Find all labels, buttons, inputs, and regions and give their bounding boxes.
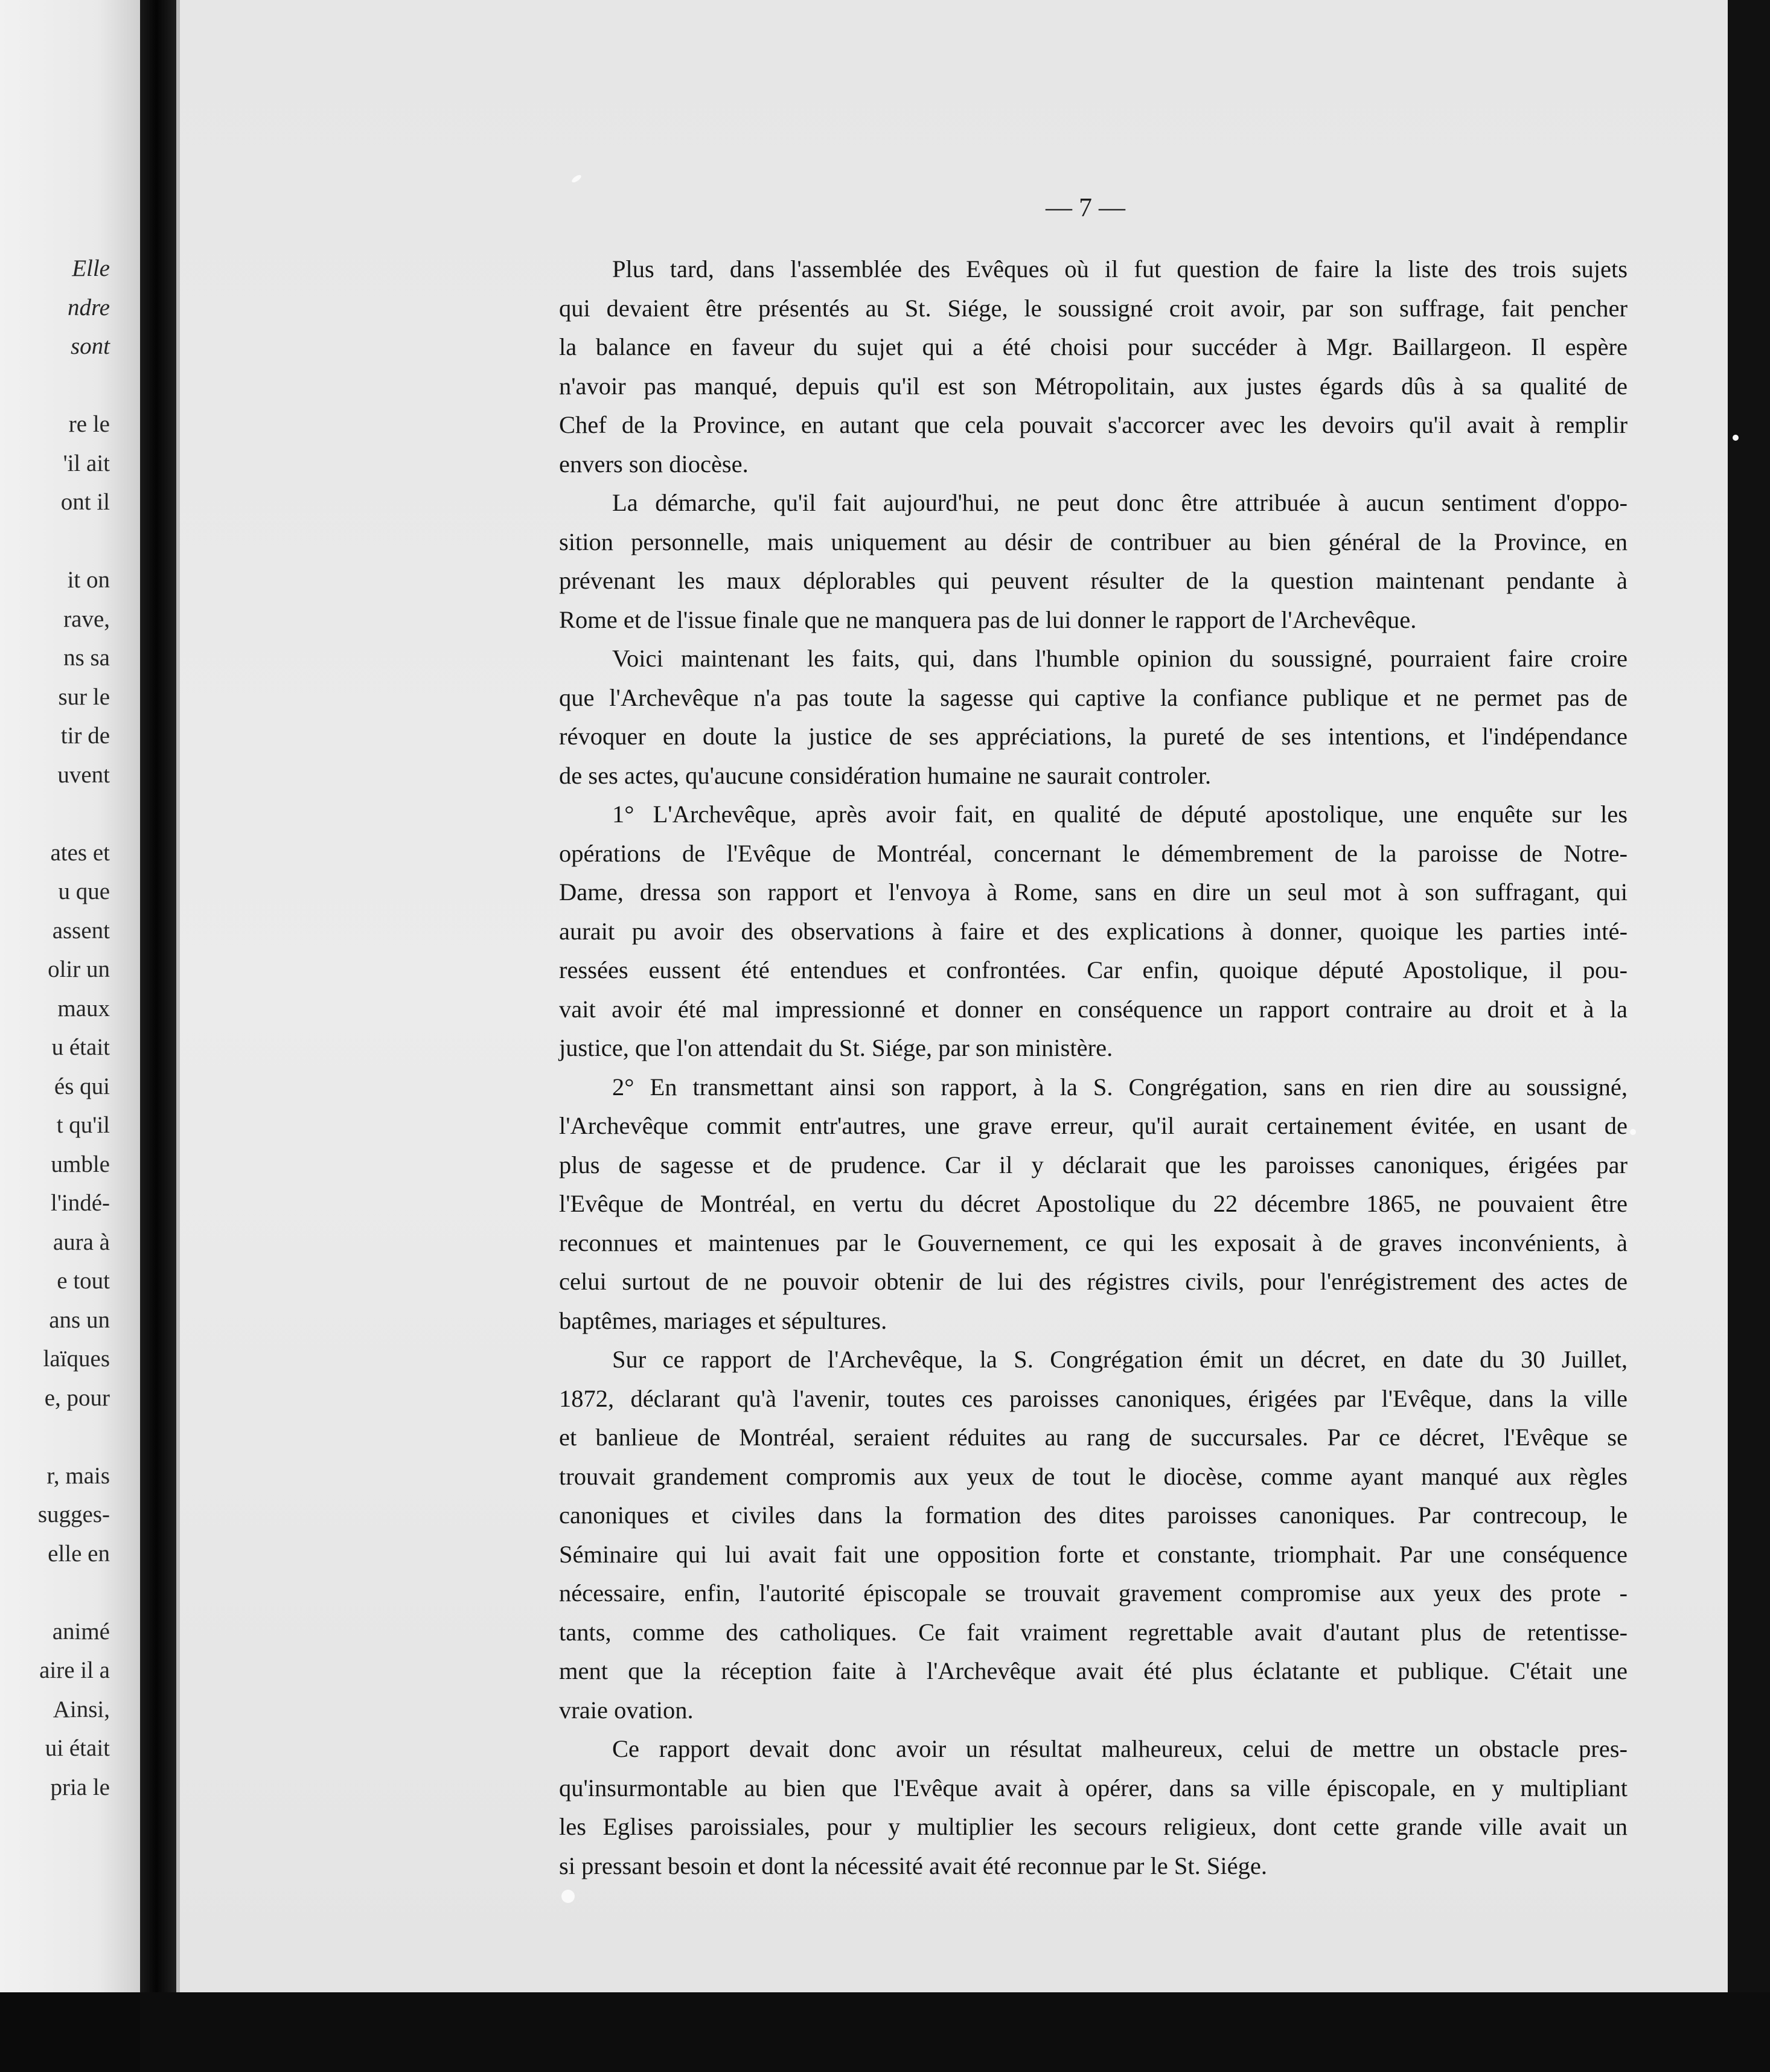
left-page-line: és qui (54, 1073, 110, 1099)
paragraph (559, 639, 1628, 795)
left-page-line: 'il ait (63, 450, 110, 476)
left-page-line: ont il (60, 489, 110, 515)
left-page-line: pria le (50, 1774, 110, 1800)
page-number: — 7 — (1046, 193, 1125, 222)
left-page-line: Elle (72, 255, 110, 281)
left-page-line: sugges- (37, 1501, 110, 1527)
left-page-line: u que (58, 878, 110, 904)
left-page-line: laïques (43, 1346, 110, 1372)
text-line: La démarche, qu'il fait aujourd'hui, ne peut donc être attribuée à aucun sentiment d'oppo- (612, 489, 1628, 516)
text-line: vait avoir été mal impressionné et donner en conséquence un rapport contraire au droit et à la (559, 995, 1628, 1023)
left-page-line: t qu'il (56, 1112, 110, 1138)
text-line: Chef de la Province, en autant que cela pouvait s'accorcer avec les devoirs qu'il avait à remplir (559, 411, 1628, 438)
text-line: plus de sagesse et de prudence. Car il y déclarait que les paroisses canoniques, érigées par (559, 1151, 1628, 1178)
paragraph (559, 1730, 1628, 1885)
text-line: ment que la réception faite à l'Archevêque avait été plus éclatante et publique. C'était une (559, 1657, 1628, 1684)
text-line: Ce rapport devait donc avoir un résultat malheureux, celui de mettre un obstacle pres- (612, 1735, 1628, 1762)
left-page-line: aire il a (39, 1657, 110, 1683)
left-page-line: assent (52, 917, 110, 944)
text-line: justice, que l'on attendait du St. Siége, par son ministère. (559, 1034, 1113, 1061)
text-line: aurait pu avoir des observations à faire et des explications à donner, quoique les parties inté- (559, 917, 1628, 945)
paragraph (559, 1068, 1628, 1341)
scan-border-right (1728, 0, 1770, 2072)
text-line: celui surtout de ne pouvoir obtenir de lui des régistres civils, pour l'enrégistrement des actes de (559, 1268, 1628, 1295)
text-line: prévenant les maux déplorables qui peuvent résulter de la question maintenant pendante à (559, 567, 1628, 594)
left-page-line: ndre (67, 294, 110, 321)
text-line: l'Archevêque commit entr'autres, une grave erreur, qu'il aurait certainement évitée, en usant de (559, 1112, 1628, 1139)
left-page-line: tir de (60, 723, 110, 749)
text-line: qu'insurmontable au bien que l'Evêque avait à opérer, dans sa ville épiscopale, en y multipliant (559, 1774, 1628, 1802)
left-page-line: uvent (57, 761, 110, 788)
text-line: et banlieue de Montréal, seraient réduites au rang de succursales. Par ce décret, l'Evêque se (559, 1424, 1628, 1451)
left-page-line: u était (51, 1034, 110, 1060)
left-page-line: olir un (48, 956, 110, 982)
paragraph (559, 484, 1628, 639)
left-page-line: sont (70, 333, 110, 359)
text-line: ressées eussent été entendues et confrontées. Car enfin, quoique député Apostolique, il pou- (559, 956, 1628, 983)
text-line: canoniques et civiles dans la formation des dites paroisses canoniques. Par contrecoup, le (559, 1501, 1628, 1529)
left-page-line: ns sa (63, 645, 110, 671)
text-line: Plus tard, dans l'assemblée des Evêques où il fut question de faire la liste des trois sujets (612, 255, 1628, 283)
text-line: Sur ce rapport de l'Archevêque, la S. Congrégation émit un décret, en date du 30 Juillet, (612, 1346, 1628, 1373)
text-line: 1° L'Archevêque, après avoir fait, en qualité de député apostolique, une enquête sur les (612, 801, 1628, 828)
text-line: Voici maintenant les faits, qui, dans l'humble opinion du soussigné, pourraient faire croire (612, 645, 1628, 672)
left-page-line: l'indé- (51, 1190, 110, 1216)
text-line: de ses actes, qu'aucune considération humaine ne saurait controler. (559, 761, 1212, 789)
text-line: les Eglises paroissiales, pour y multiplier les secours religieux, dont cette grande ville avait un (559, 1813, 1628, 1840)
text-line: opérations de l'Evêque de Montréal, concernant le démembrement de la paroisse de Notre- (559, 839, 1628, 867)
left-page-line: ui était (45, 1735, 110, 1761)
text-line: tants, comme des catholiques. Ce fait vraiment regrettable avait d'autant plus de retentisse- (559, 1618, 1628, 1646)
text-line: envers son diocèse. (559, 450, 749, 478)
body-text (559, 250, 1628, 1885)
left-page-line: e tout (57, 1268, 110, 1294)
text-line: Séminaire qui lui avait fait une opposition forte et constante, triomphait. Par une conséquence (559, 1540, 1628, 1568)
left-page-line: sur le (58, 683, 110, 710)
left-page-line: ates et (50, 839, 110, 866)
text-line: reconnues et maintenues par le Gouvernement, ce qui les exposait à de graves inconvénients, à (559, 1229, 1628, 1256)
text-line: si pressant besoin et dont la nécessité avait été reconnue par le St. Siége. (559, 1852, 1267, 1879)
text-line: l'Evêque de Montréal, en vertu du décret Apostolique du 22 décembre 1865, ne pouvaient être (559, 1190, 1628, 1217)
text-line: n'avoir pas manqué, depuis qu'il est son Métropolitain, aux justes égards dûs à sa qualité de (559, 372, 1628, 400)
left-page-line: aura à (53, 1229, 110, 1255)
text-line: qui devaient être présentés au St. Siége, le soussigné croit avoir, par son suffrage, fait pencher (559, 294, 1628, 322)
text-line: la balance en faveur du sujet qui a été choisi pour succéder à Mgr. Baillargeon. Il espère (559, 333, 1628, 360)
paragraph (559, 1340, 1628, 1730)
text-line: révoquer en doute la justice de ses appréciations, la pureté de ses intentions, et l'indépendance (559, 723, 1628, 750)
text-line: 1872, déclarant qu'à l'avenir, toutes ces paroisses canoniques, érigées par l'Evêque, dans la ville (559, 1384, 1628, 1412)
scan-border-bottom (140, 1992, 1770, 2072)
paragraph (559, 795, 1628, 1068)
left-page-line: re le (68, 411, 110, 437)
text-line: vraie ovation. (559, 1696, 694, 1724)
text-line: Dame, dressa son rapport et l'envoya à Rome, sans en dire un seul mot à son suffragant, qui (559, 878, 1628, 906)
text-line: que l'Archevêque n'a pas toute la sagesse qui captive la confiance publique et ne permet pas de (559, 683, 1628, 711)
left-page-fragment (0, 0, 140, 1992)
paragraph (559, 250, 1628, 484)
text-line: nécessaire, enfin, l'autorité épiscopale se trouvait gravement compromise aux yeux des prote - (559, 1579, 1628, 1607)
left-page-line: maux (57, 995, 110, 1022)
text-line: 2° En transmettant ainsi son rapport, à la S. Congrégation, sans en rien dire au soussigné, (612, 1073, 1628, 1101)
left-page-line: umble (51, 1151, 110, 1177)
left-page-line: e, pour (44, 1384, 110, 1411)
left-page-line: ans un (49, 1306, 110, 1333)
left-page-line: rave, (63, 606, 110, 632)
scan-speck (1630, 1129, 1636, 1135)
text-line: sition personnelle, mais uniquement au désir de contribuer au bien général de la Province, en (559, 528, 1628, 555)
book-gutter (140, 0, 176, 2072)
left-page-line: it on (67, 567, 110, 593)
scan-speck (1733, 435, 1739, 441)
scan-speck (561, 1890, 575, 1903)
left-page-line: Ainsi, (53, 1696, 110, 1722)
text-line: trouvait grandement compromis aux yeux de tout le diocèse, comme ayant manqué aux règles (559, 1462, 1628, 1490)
left-page-line: animé (52, 1618, 110, 1645)
text-line: baptêmes, mariages et sépultures. (559, 1306, 887, 1334)
text-line: Rome et de l'issue finale que ne manquera pas de lui donner le rapport de l'Archevêque. (559, 606, 1417, 633)
left-page-line: elle en (48, 1540, 110, 1567)
left-page-line: r, mais (46, 1462, 110, 1489)
